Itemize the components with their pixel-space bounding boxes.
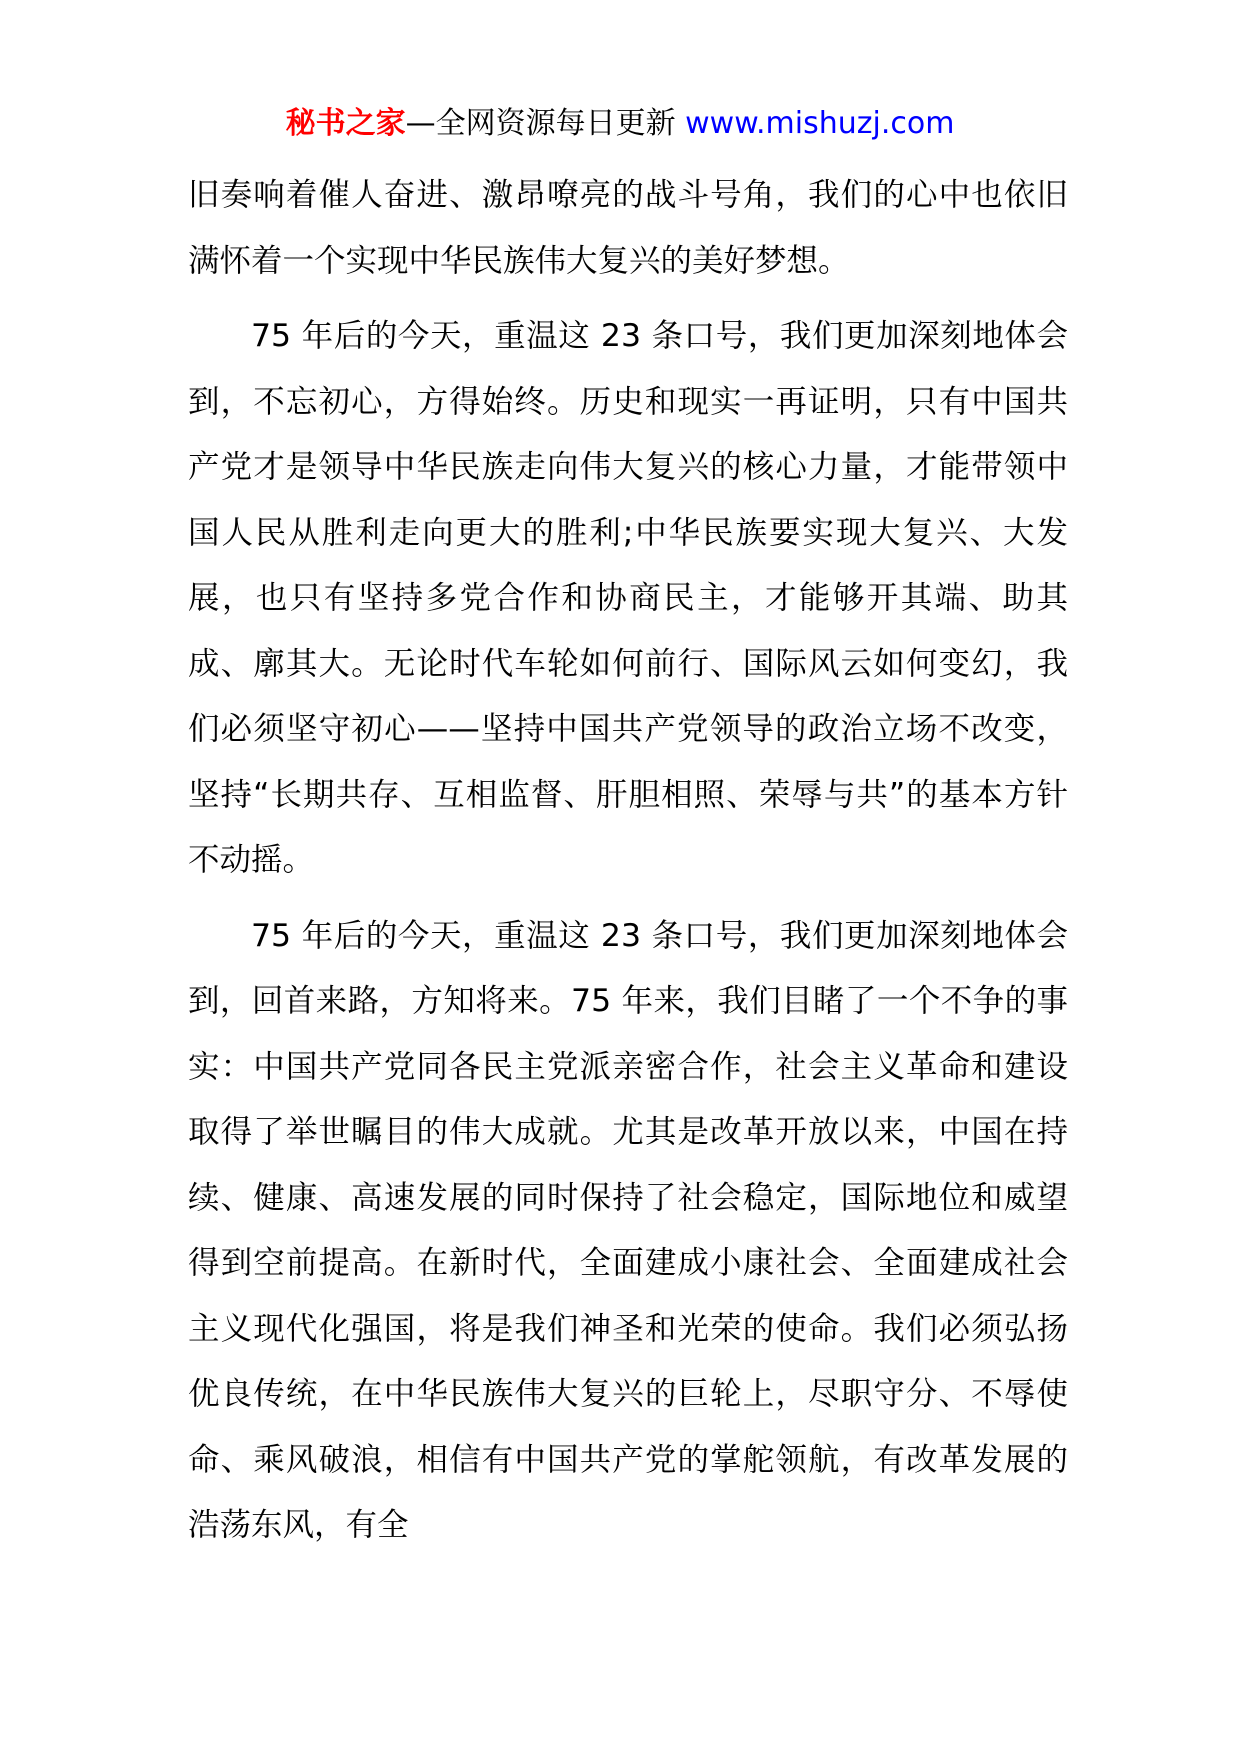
site-brand: 秘书之家 — [285, 106, 406, 141]
site-tagline: —全网资源每日更新 — [405, 106, 676, 141]
paragraph-1: 旧奏响着催人奋进、激昂嘹亮的战斗号角，我们的心中也依旧满怀着一个实现中华民族伟大复兴的美好梦想。 — [188, 177, 1068, 279]
document-body — [188, 163, 1068, 1559]
site-header — [0, 102, 1240, 146]
paragraph-2: 75 年后的今天，重温这 23 条口号，我们更加深刻地体会到，不忘初心，方得始终。历史和现实一再证明，只有中国共产党才是领导中华民族走向伟大复兴的核心力量，才能带领中国人民从胜利走向更大的胜利;中华民族要实现大复兴、大发展，也只有坚持多党合作和协商民主，才能够开其端、助其成、廓其大。无论时代车轮如何前行、国际风云如何变幻，我们必须坚守初心——坚持中国共产党领导的政治立场不改变，坚持“长期共存、互相监督、肝胆相照、荣辱与共”的基本方针不动摇。 — [188, 318, 1068, 878]
paragraph-3: 75 年后的今天，重温这 23 条口号，我们更加深刻地体会到，回首来路，方知将来。75 年来，我们目睹了一个不争的事实：中国共产党同各民主党派亲密合作，社会主义革命和建设取得了举世瞩目的伟大成就。尤其是改革开放以来，中国在持续、健康、高速发展的同时保持了社会稳定，国际地位和威望得到空前提高。在新时代，全面建成小康社会、全面建成社会主义现代化强国，将是我们神圣和光荣的使命。我们必须弘扬优良传统，在中华民族伟大复兴的巨轮上，尽职守分、不辱使命、乘风破浪，相信有中国共产党的掌舵领航，有改革发展的浩荡东风，有全 — [188, 917, 1068, 1543]
site-url-link[interactable]: www.mishuzj.com — [685, 106, 955, 141]
